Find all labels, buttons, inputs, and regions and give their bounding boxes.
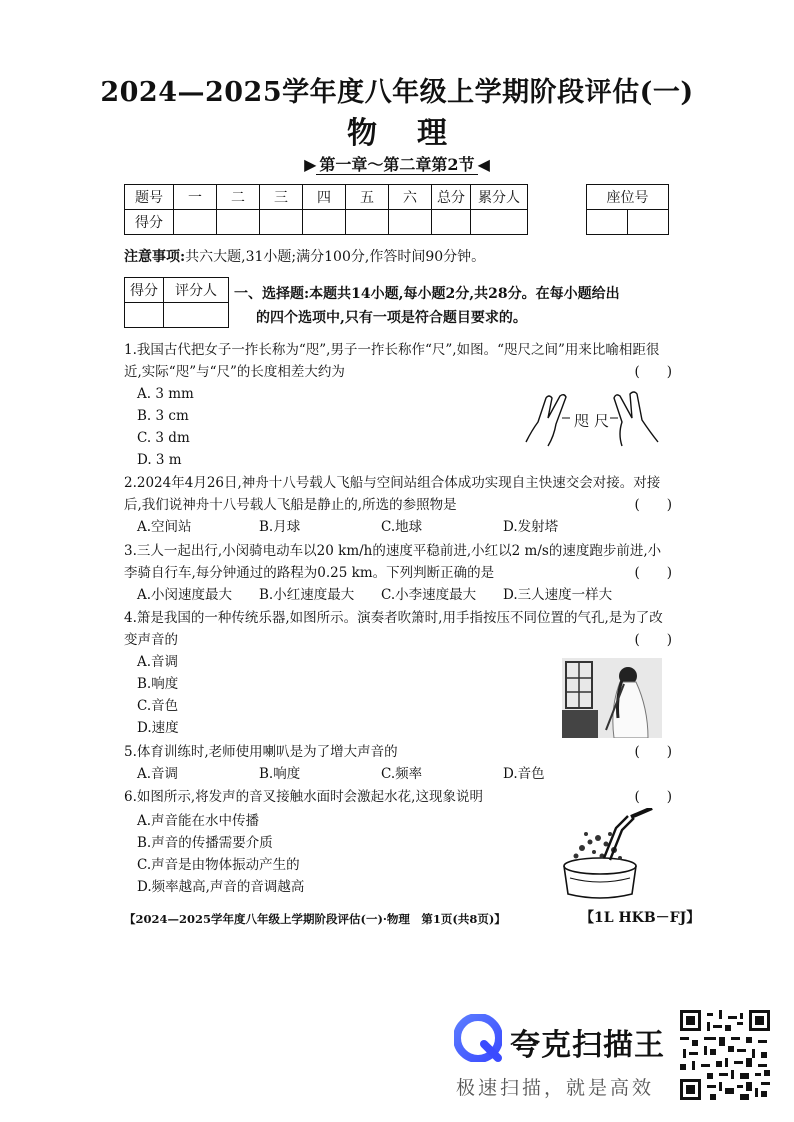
score-cell[interactable]: [217, 210, 260, 235]
qr-code-icon: [680, 1010, 770, 1100]
score-header-cell: 二: [217, 185, 260, 210]
option: C.地球: [381, 519, 423, 535]
seat-cell[interactable]: [628, 210, 669, 235]
notice-label: 注意事项:: [124, 249, 186, 265]
grader-score-cell[interactable]: [125, 303, 164, 328]
score-row-label: 得分: [125, 210, 174, 235]
question-2-line-2: 后,我们说神舟十八号载人飞船是静止的,所选的参照物是: [124, 497, 457, 513]
option: C.声音是由物体振动产生的: [137, 857, 300, 873]
score-table: [124, 184, 528, 235]
question-3-stem-2: [124, 562, 672, 584]
question-6-stem: [124, 786, 672, 808]
figure-label-zhi: 咫: [574, 412, 590, 430]
grader-name-label: 评分人: [164, 278, 229, 303]
option: B.月球: [259, 519, 301, 535]
score-header-cell: 六: [389, 185, 432, 210]
chapter-arrow-left-icon: ▶: [304, 155, 317, 174]
option: D.三人速度一样大: [503, 587, 613, 603]
seat-table: [586, 184, 669, 235]
option: C.音色: [137, 698, 179, 714]
question-4-stem: 4.箫是我国的一种传统乐器,如图所示。演奏者吹箫时,用手指按压不同位置的气孔,是为了改: [124, 610, 663, 626]
option: A.音调: [137, 766, 179, 782]
question-3-stem: 3.三人一起出行,小闵骑电动车以20 km/h的速度平稳前进,小红以2 m/s的速度跑步前进,小: [124, 543, 662, 559]
grader-name-cell[interactable]: [164, 303, 229, 328]
section-1-heading: [234, 282, 654, 330]
score-header-cell: 三: [260, 185, 303, 210]
option: A.声音能在水中传播: [137, 813, 260, 829]
option: D.频率越高,声音的音调越高: [137, 879, 305, 895]
xiao-player-figure: [562, 658, 662, 738]
question-5-stem: [124, 741, 672, 763]
notice: [124, 246, 485, 266]
section-1-line: 一、选择题:本题共14小题,每小题2分,共28分。在每小题给出: [234, 286, 620, 302]
options-row: [137, 763, 667, 785]
option: A.空间站: [137, 519, 192, 535]
options-row: [137, 516, 667, 538]
seat-cell[interactable]: [587, 210, 628, 235]
score-cell[interactable]: [432, 210, 471, 235]
score-header-cell: 题号: [125, 185, 174, 210]
grader-score-label: 得分: [125, 278, 164, 303]
options-row: [137, 584, 667, 606]
answer-paren[interactable]: ( ): [634, 565, 672, 581]
watermark-slogan: 极速扫描，就是高效: [456, 1077, 655, 1099]
question-4-stem-2: [124, 629, 672, 651]
option: B. 3 cm: [137, 408, 189, 424]
page-footer: 【2024—2025学年度八年级上学期阶段评估(一)·物理 第1页(共8页)】: [124, 912, 506, 926]
option: D.发射塔: [503, 519, 559, 535]
figure-label-chi: 尺: [594, 412, 610, 430]
quark-logo-icon: [454, 1014, 502, 1062]
score-cell[interactable]: [174, 210, 217, 235]
question-4-line-2: 变声音的: [124, 632, 178, 648]
score-cell[interactable]: [303, 210, 346, 235]
question-6-line-1: 6.如图所示,将发声的音叉接触水面时会激起水花,这现象说明: [124, 789, 483, 805]
option: C.小李速度最大: [381, 587, 477, 603]
answer-paren[interactable]: ( ): [634, 744, 672, 760]
question-2-stem-2: [124, 494, 672, 516]
option: B.响度: [259, 766, 301, 782]
section-1-line: 的四个选项中,只有一项是符合题目要求的。: [256, 310, 527, 326]
question-1-stem: 1.我国古代把女子一拃长称为“咫”,男子一拃长称作“尺”,如图。“咫尺之间”用来比喻相距很: [124, 342, 660, 358]
flute-player-icon: [562, 658, 662, 738]
chapter-arrow-right-icon: ◀: [477, 155, 490, 174]
score-cell[interactable]: [471, 210, 528, 235]
option: B.小红速度最大: [259, 587, 355, 603]
option: B.响度: [137, 676, 179, 692]
tuning-fork-water-icon: [556, 808, 664, 900]
option: A.小闵速度最大: [137, 587, 233, 603]
qr-code: [680, 1010, 770, 1100]
seat-label: 座位号: [587, 185, 669, 210]
option: B.声音的传播需要介质: [137, 835, 273, 851]
exam-title: 2024—2025学年度八年级上学期阶段评估(一): [100, 77, 694, 108]
score-header-cell: 四: [303, 185, 346, 210]
answer-paren[interactable]: ( ): [634, 364, 672, 380]
chapter-range: [0, 152, 794, 175]
tuning-fork-figure: [556, 808, 664, 900]
quark-logo: [454, 1014, 502, 1062]
option: A.音调: [137, 654, 179, 670]
option: D.音色: [503, 766, 545, 782]
chapter-text: 第一章～第二章第2节: [316, 155, 477, 175]
score-cell[interactable]: [346, 210, 389, 235]
notice-text: 共六大题,31小题;满分100分,作答时间90分钟。: [185, 249, 486, 265]
score-header-cell: 总分: [432, 185, 471, 210]
option: D. 3 m: [137, 452, 182, 468]
answer-paren[interactable]: ( ): [634, 789, 672, 805]
question-1-stem-2: [124, 361, 672, 383]
hand-span-icon: [518, 390, 668, 448]
score-cell[interactable]: [260, 210, 303, 235]
option: D.速度: [137, 720, 179, 736]
subject-title: 物理: [347, 116, 487, 151]
question-3-line-2: 李骑自行车,每分钟通过的路程为0.25 km。下列判断正确的是: [124, 565, 495, 581]
option: C. 3 dm: [137, 430, 190, 446]
question-5-line-1: 5.体育训练时,老师使用喇叭是为了增大声音的: [124, 744, 398, 760]
score-header-cell: 累分人: [471, 185, 528, 210]
option: A. 3 mm: [137, 386, 194, 402]
question-2-stem: 2.2024年4月26日,神舟十八号载人飞船与空间站组合体成功实现自主快速交会对接。对接: [124, 475, 661, 491]
score-cell[interactable]: [389, 210, 432, 235]
grader-table: [124, 277, 229, 328]
exam-code: 【1L HKB－FJ】: [580, 910, 701, 926]
score-header-cell: 五: [346, 185, 389, 210]
score-header-cell: 一: [174, 185, 217, 210]
watermark-brand: 夸克扫描王: [510, 1028, 665, 1063]
hand-span-figure: [518, 390, 668, 448]
answer-paren[interactable]: ( ): [634, 497, 672, 513]
option: C.频率: [381, 766, 423, 782]
question-1-line-2: 近,实际“咫”与“尺”的长度相差大约为: [124, 364, 345, 380]
score-table-score-row: [125, 210, 528, 235]
answer-paren[interactable]: ( ): [634, 632, 672, 648]
score-table-header-row: [125, 185, 528, 210]
